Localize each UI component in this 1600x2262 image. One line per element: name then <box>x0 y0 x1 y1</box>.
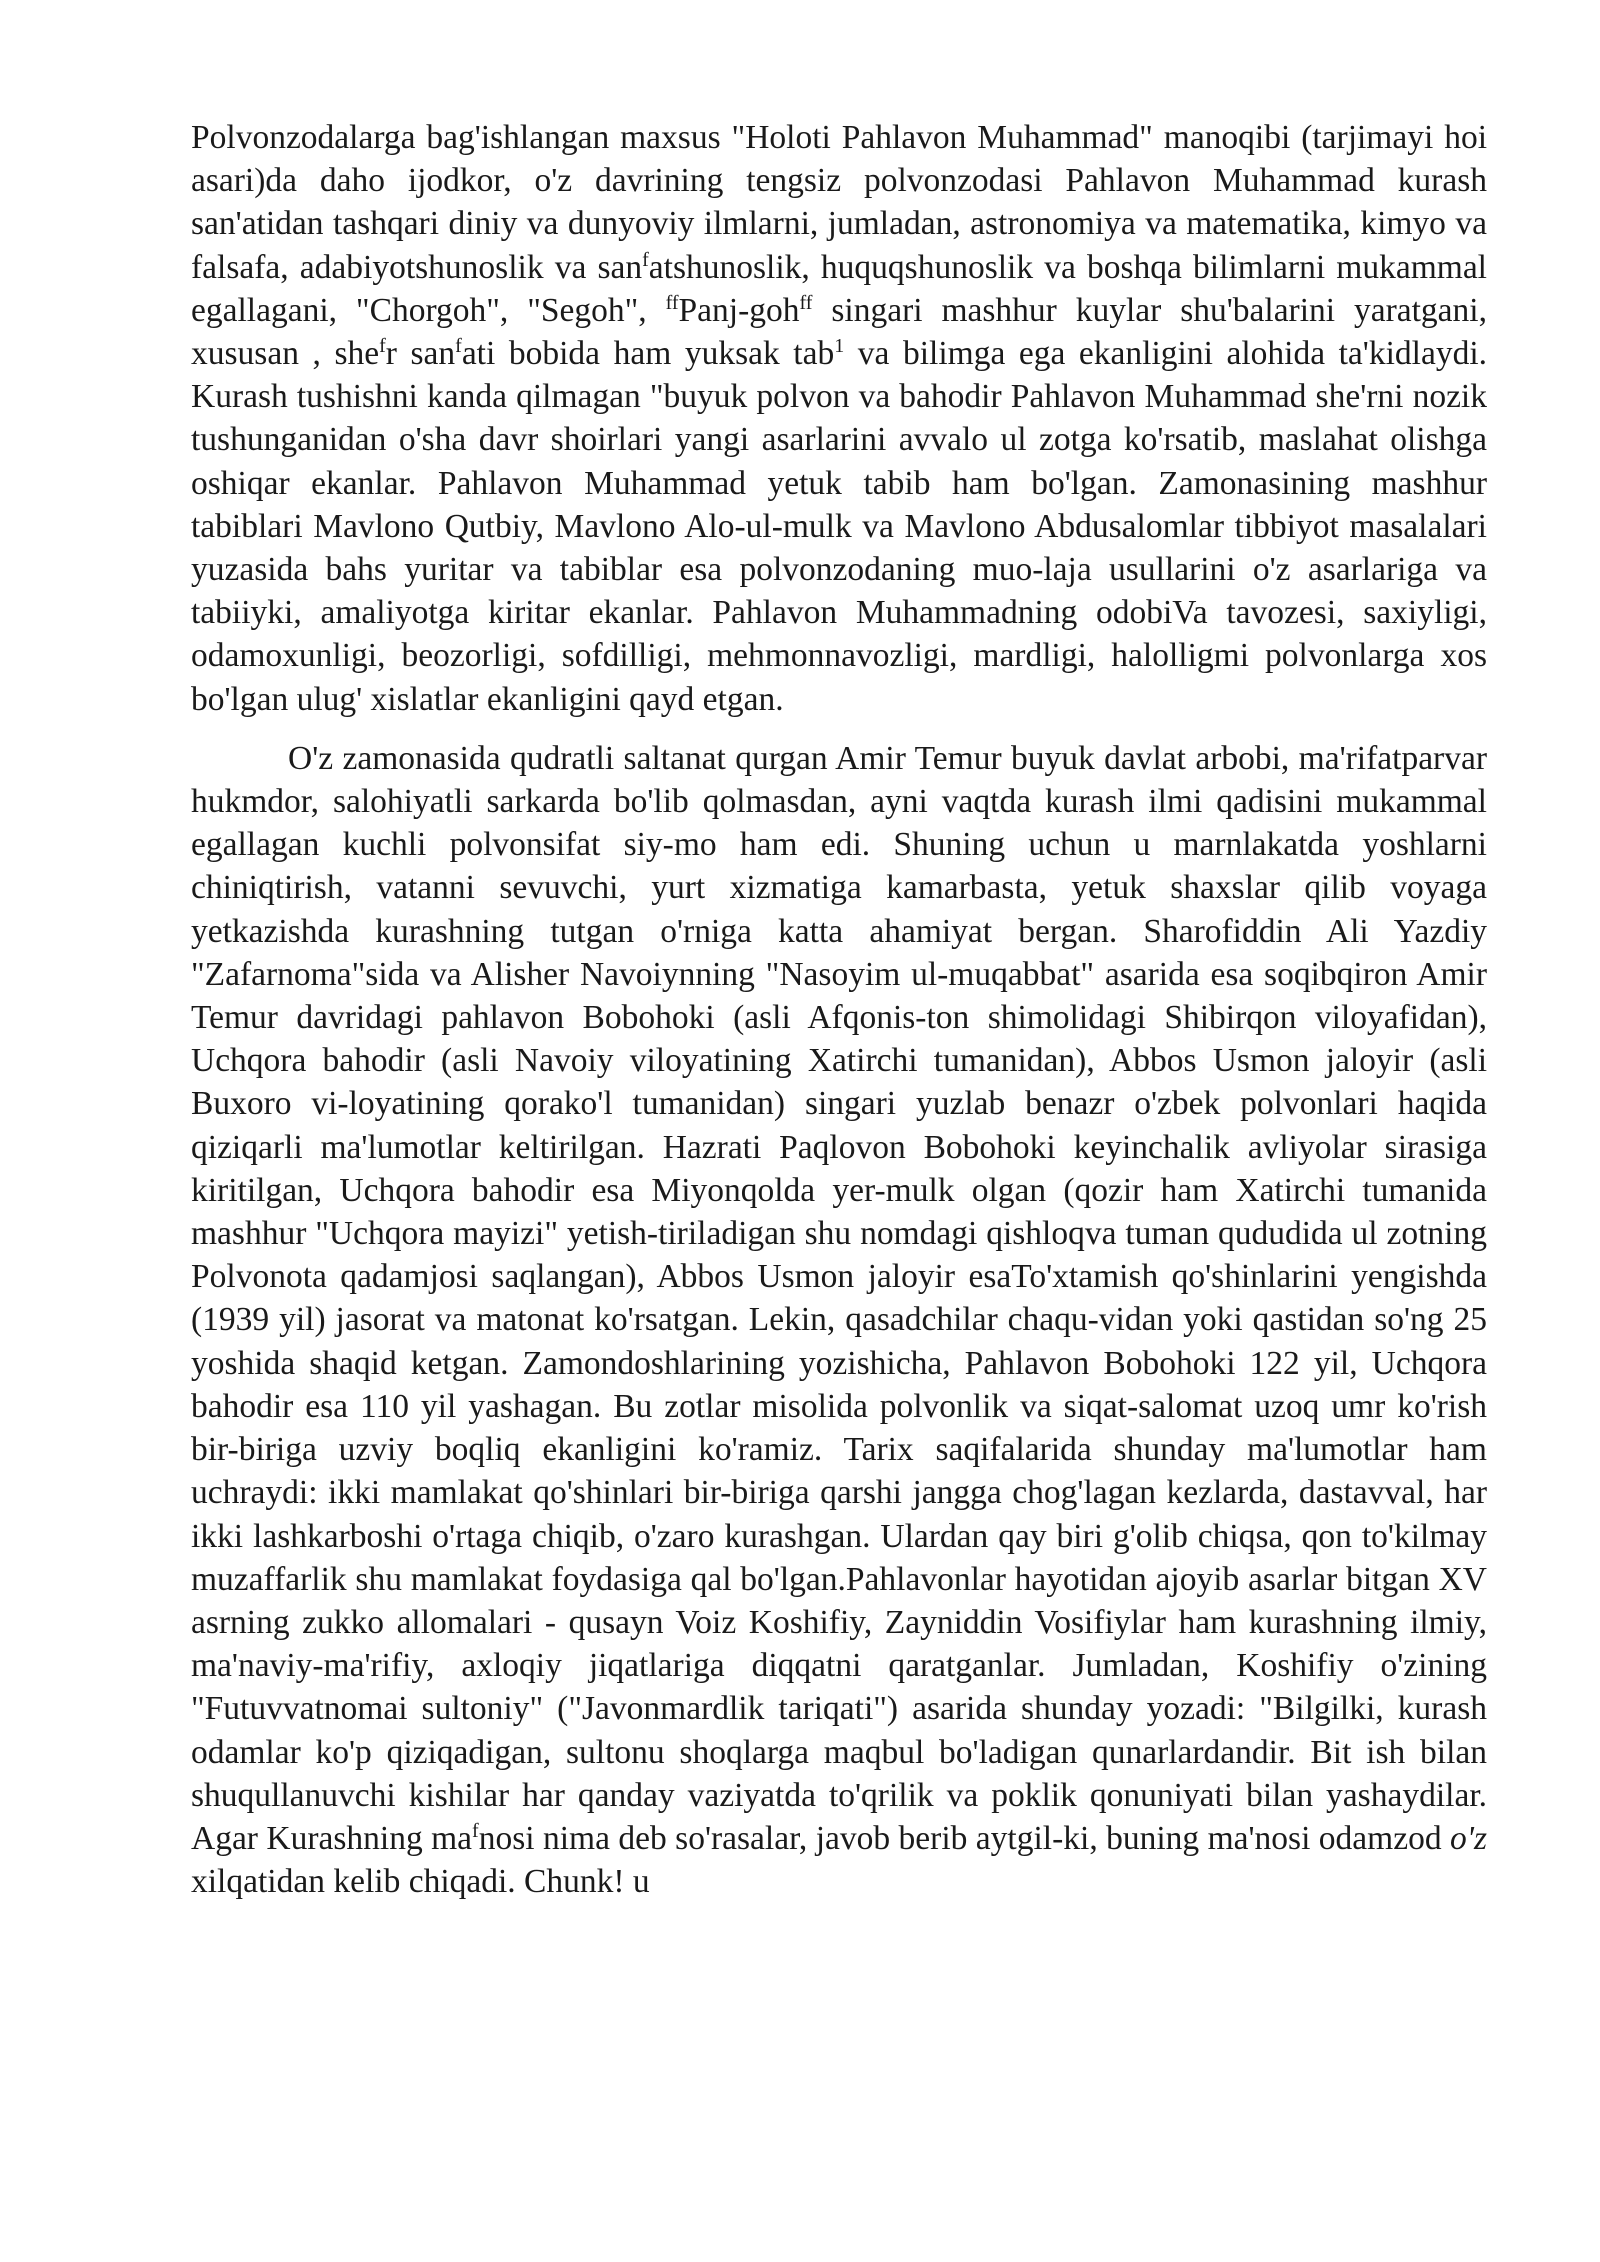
footnote-marker: 1 <box>834 334 845 357</box>
document-body <box>191 116 1487 1903</box>
superscript-mark: f <box>472 1819 479 1842</box>
text-segment: nosi nima deb so'rasalar, javob berib aytgil-ki, buning ma'nosi odamzod <box>478 1819 1451 1857</box>
superscript-mark: f <box>455 334 462 357</box>
paragraph-amir-temur <box>191 737 1487 1903</box>
text-segment: O'z zamonasida qudratli saltanat qurgan Amir Temur buyuk davlat arbobi, ma'rifatparvar hukmdor, salohiyatli sarkarda bo'lib qolmasdan, ayni vaqtda kurash ilmi qadisini mukammal egallagan kuchli polvonsifat siy-mo ham edi. Shuning uchun u marnlakatda yoshlarni chiniqtirish, vatanni sevuvchi, yurt xizmatiga kamarbasta, yetuk shaxslar qilib voyaga yetkazishda kurashning tutgan o'rniga katta ahamiyat bergan. Sharofiddin Ali Yazdiy "Zafarnoma"sida va Alisher Navoiynning "Nasoyim ul-muqabbat" asarida esa soqibqiron Amir Temur davridagi pahlavon Bobohoki (asli Afqonis-ton shimolidagi Shibirqon viloyafidan), Uchqora bahodir (asli Navoiy viloyatining Xatirchi tumanidan), Abbos Usmon jaloyir (asli Buxoro vi-loyatining qorako'l tumanidan) singari yuzlab benazr o'zbek polvonlari haqida qiziqarli ma'lumotlar keltirilgan. Hazrati Paqlovon Bobohoki keyinchalik avliyolar sirasiga kiritilgan, Uchqora bahodir esa Miyonqolda yer-mulk olgan (qozir ham Xatirchi tumanida mashhur "Uchqora mayizi" yetish-tiriladigan shu nomdagi qishloqva tuman qududida ul zotning Polvonota qadamjosi saqlangan), Abbos Usmon jaloyir esaTo'xtamish qo'shinlarini yengishda (1939 yil) jasorat va matonat ko'rsatgan. Lekin, qasadchilar chaqu-vidan yoki qastidan so'ng 25 yoshida shaqid ketgan. Zamondoshlarining yozishicha, Pahlavon Bobohoki 122 yil, Uchqora bahodir esa 110 yil yashagan. Bu zotlar misolida polvonlik va siqat-salomat uzoq umr ko'rish bir-biriga uzviy boqliq ekanligini ko'ramiz. Tarix saqifalarida shunday ma'lumotlar ham uchraydi: ikki mamlakat qo'shinlari bir-biriga qarshi jangga chog'lagan kezlarda, dastavval, har ikki lashkarboshi o'rtaga chiqib, o'zaro kurashgan. Ulardan qay biri g'olib chiqsa, qon to'kilmay muzaffarlik shu mamlakat foydasiga qal bo'lgan.Pahlavonlar hayotidan ajoyib asarlar bitgan XV asrning zukko allomalari - qusayn Voiz Koshifiy, Zayniddin Vosifiylar ham kurashning ilmiy, ma'naviy-ma'rifiy, axloqiy jiqatlariga diqqatni qaratganlar. Jumladan, Koshifiy o'zining "Futuvvatnomai sultoniy" ("Javonmardlik tariqati") asarida shunday yozadi: "Bilgilki, kurash odamlar ko'p qiziqadigan, sultonu shoqlarga maqbul bo'ladigan qunarlardandir. Bit ish bilan shuqullanuvchi kishilar har qanday vaziyatda to'qrilik va poklik qonuniyati bilan yashaydilar. Agar Kurashning ma <box>191 739 1487 1857</box>
superscript-mark: ff <box>665 291 679 314</box>
superscript-mark: f <box>642 248 649 271</box>
superscript-mark: ff <box>799 291 813 314</box>
text-segment: Polvonzodalarga bag'ishlangan maxsus "Holoti Pahlavon Muhammad" manoqibi (tarjimayi hoi asari)da daho ijodkor, o'z davrining tengsiz polvonzodasi Pahlavon Muhammad kurash san'atidan tashqari diniy va dunyoviy ilmlarni, jumladan, astronomiya va matematika, kimyo va falsafa, adabiyotshunoslik va san <box>191 119 1487 286</box>
text-segment: ati bobida ham yuksak tab <box>461 335 835 373</box>
text-segment: xilqatidan kelib chiqadi. Chunk! u <box>191 1863 650 1901</box>
paragraph-pahlavon-muhammad <box>191 116 1487 721</box>
text-segment: r san <box>385 335 456 373</box>
text-segment: atshunoslik, huquqshunoslik va boshqa bilimlarni mukammal egallagani, "Chorgoh", "Segoh", <box>191 248 1487 329</box>
italic-text: o'z <box>1450 1819 1487 1857</box>
superscript-mark: f <box>379 334 386 357</box>
text-segment: va bilimga ega ekanligini alohida ta'kidlaydi. Kurash tushishni kanda qilmagan "buyuk polvon va bahodir Pahlavon Muhammad she'rni nozik tushunganidan o'sha davr shoirlari yangi asarlarini avvalo ul zotga ko'rsatib, maslahat olishga oshiqar ekanlar. Pahlavon Muhammad yetuk tabib ham bo'lgan. Zamonasining mashhur tabiblari Mavlono Qutbiy, Mavlono Alo-ul-mulk va Mavlono Abdusalomlar tibbiyot masalalari yuzasida bahs yuritar va tabiblar esa polvonzodaning muo-laja usullarini o'z asarlariga va tabiiyki, amaliyotga kiritar ekanlar. Pahlavon Muhammadning odobiVa tavozesi, saxiyligi, odamoxunligi, beozorligi, sofdilligi, mehmonnavozligi, mardligi, halolligmi polvonlarga xos bo'lgan ulug' xislatlar ekanligini qayd etgan. <box>191 335 1487 718</box>
text-segment: singari mashhur kuylar shu'balarini yaratgani, xususan , she <box>191 291 1487 373</box>
text-segment: Panj-goh <box>678 291 800 329</box>
